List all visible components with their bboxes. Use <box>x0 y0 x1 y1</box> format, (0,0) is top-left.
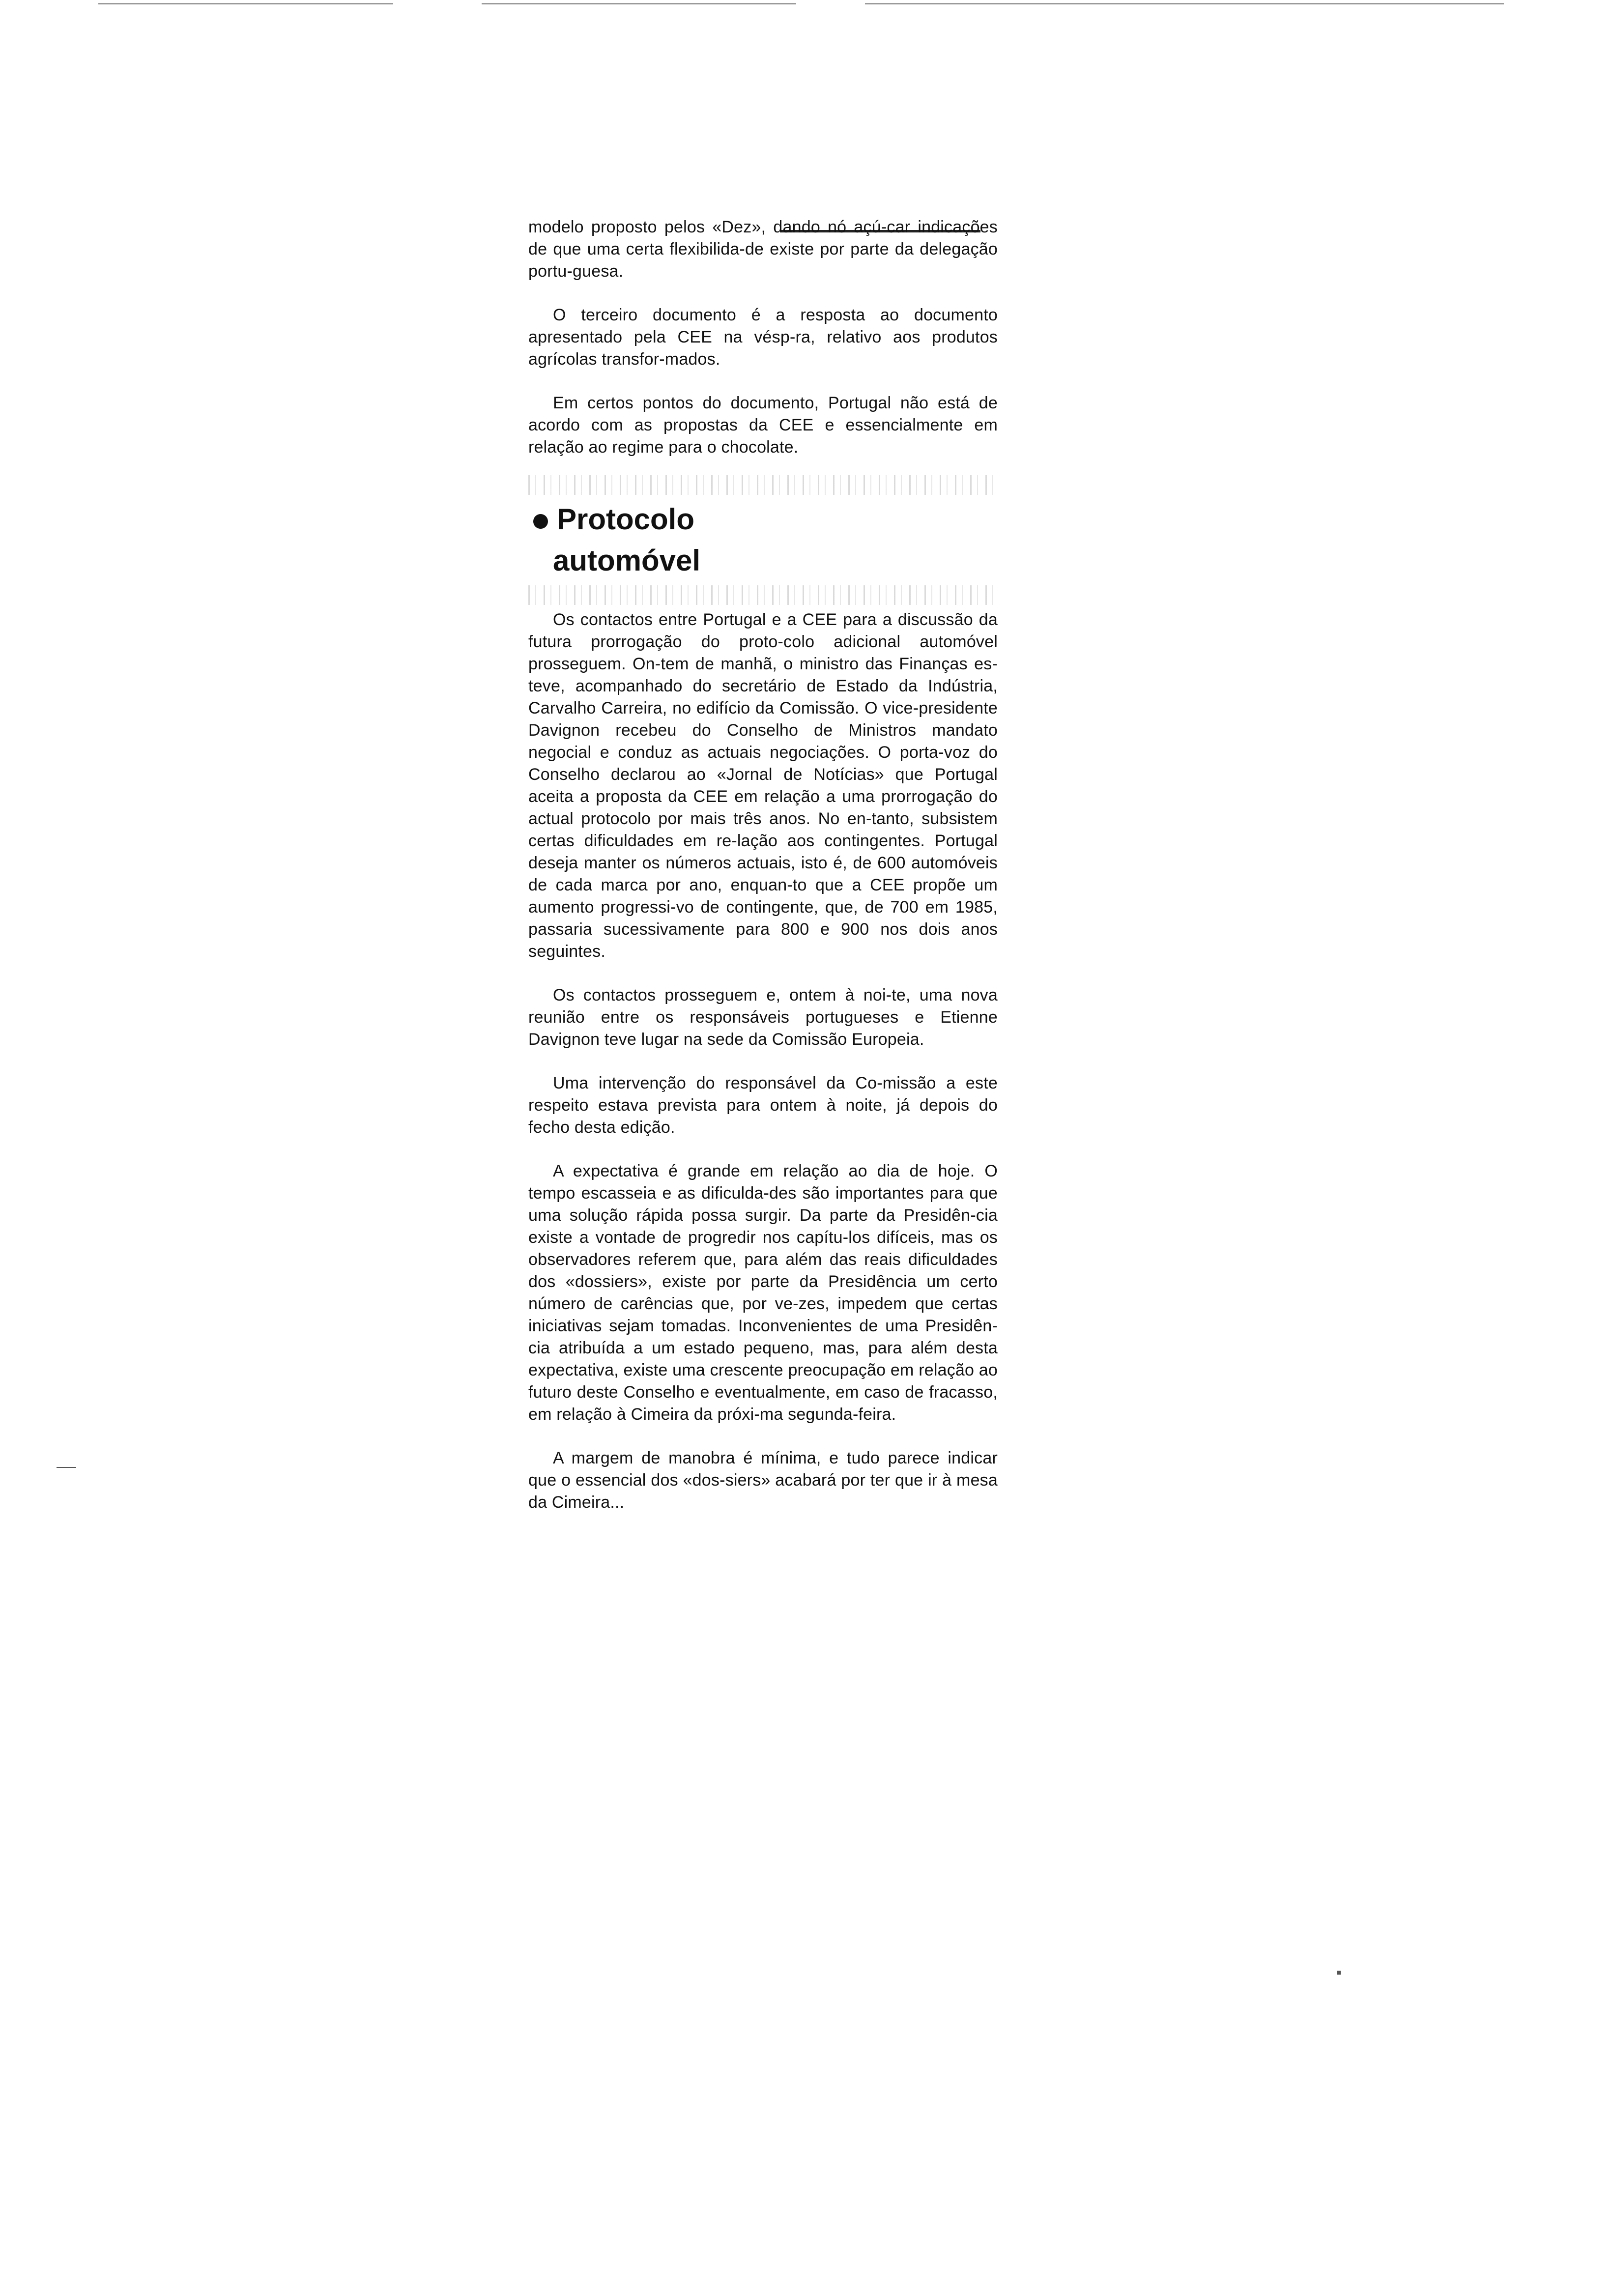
print-noise <box>528 585 998 605</box>
article-column <box>528 216 998 1535</box>
article-paragraph: modelo proposto pelos «Dez», dando nó açú-car indicações de que uma certa flexibilida-de existe por parte da delegação portu-guesa. <box>528 218 998 281</box>
heading-line-1: Protocolo <box>557 503 694 536</box>
article-paragraph: Os contactos entre Portugal e a CEE para a discussão da futura prorrogação do proto-colo adicional automóvel prosseguem. On-tem de manhã, o ministro das Finanças es-teve, acompanhado do secretário de Estado da Indústria, Carvalho Carreira, no edifício da Comissão. O vice-presidente Davignon recebeu do Conselho de Ministros mandato negocial e conduz as actuais negociações. O porta-voz do Conselho declarou ao «Jornal de Notícias» que Portugal aceita a proposta da CEE em relação a uma prorrogação do actual protocolo por mais três anos. No en-tanto, subsistem certas dificuldades em re-lação aos contingentes. Portugal deseja manter os números actuais, isto é, de 600 automóveis de cada marca por ano, enquan-to que a CEE propõe um aumento progressi-vo de contingente, que, de 700 em 1985, passaria sucessivamente para 800 e 900 nos dois anos seguintes. <box>528 610 998 961</box>
heading-line-2: automóvel <box>553 544 701 577</box>
scan-mark <box>1337 1971 1341 1975</box>
scan-edge-line <box>98 3 393 4</box>
scan-edge-line <box>865 3 1504 4</box>
article-paragraph: Em certos pontos do documento, Portugal não está de acordo com as propostas da CEE e essencialmente em relação ao regime para o chocolate. <box>528 394 998 457</box>
article-paragraph: A margem de manobra é mínima, e tudo parece indicar que o essencial dos «dos-siers» acabará por ter que ir à mesa da Cimeira... <box>528 1449 998 1512</box>
scan-edge-line <box>482 3 796 4</box>
article-paragraph: Uma intervenção do responsável da Co-missão a este respeito estava prevista para ontem à noite, já depois do fecho desta edição. <box>528 1074 998 1137</box>
bullet-icon <box>533 514 548 529</box>
section-heading <box>533 499 998 581</box>
article-paragraph: A expectativa é grande em relação ao dia de hoje. O tempo escasseia e as dificulda-des são importantes para que uma solução rápida possa surgir. Da parte da Presidên-cia existe a vontade de progredir nos capítu-los difíceis, mas os observadores referem que, para além das reais dificuldades dos «dossiers», existe por parte da Presidência um certo número de carências que, por ve-zes, impedem que certas iniciativas sejam tomadas. Inconvenientes de uma Presidên-cia atribuída a um estado pequeno, mas, para além desta expectativa, existe uma crescente preocupação em relação ao futuro deste Conselho e eventualmente, em caso de fracasso, em relação à Cimeira da próxi-ma segunda-feira. <box>528 1162 998 1424</box>
article-paragraph: O terceiro documento é a resposta ao documento apresentado pela CEE na vésp-ra, relativo aos produtos agrícolas transfor-mados. <box>528 306 998 369</box>
scan-mark <box>57 1467 76 1468</box>
article-paragraph: Os contactos prosseguem e, ontem à noi-te, uma nova reunião entre os responsáveis portugueses e Etienne Davignon teve lugar na sede da Comissão Europeia. <box>528 986 998 1049</box>
print-noise <box>528 475 998 495</box>
